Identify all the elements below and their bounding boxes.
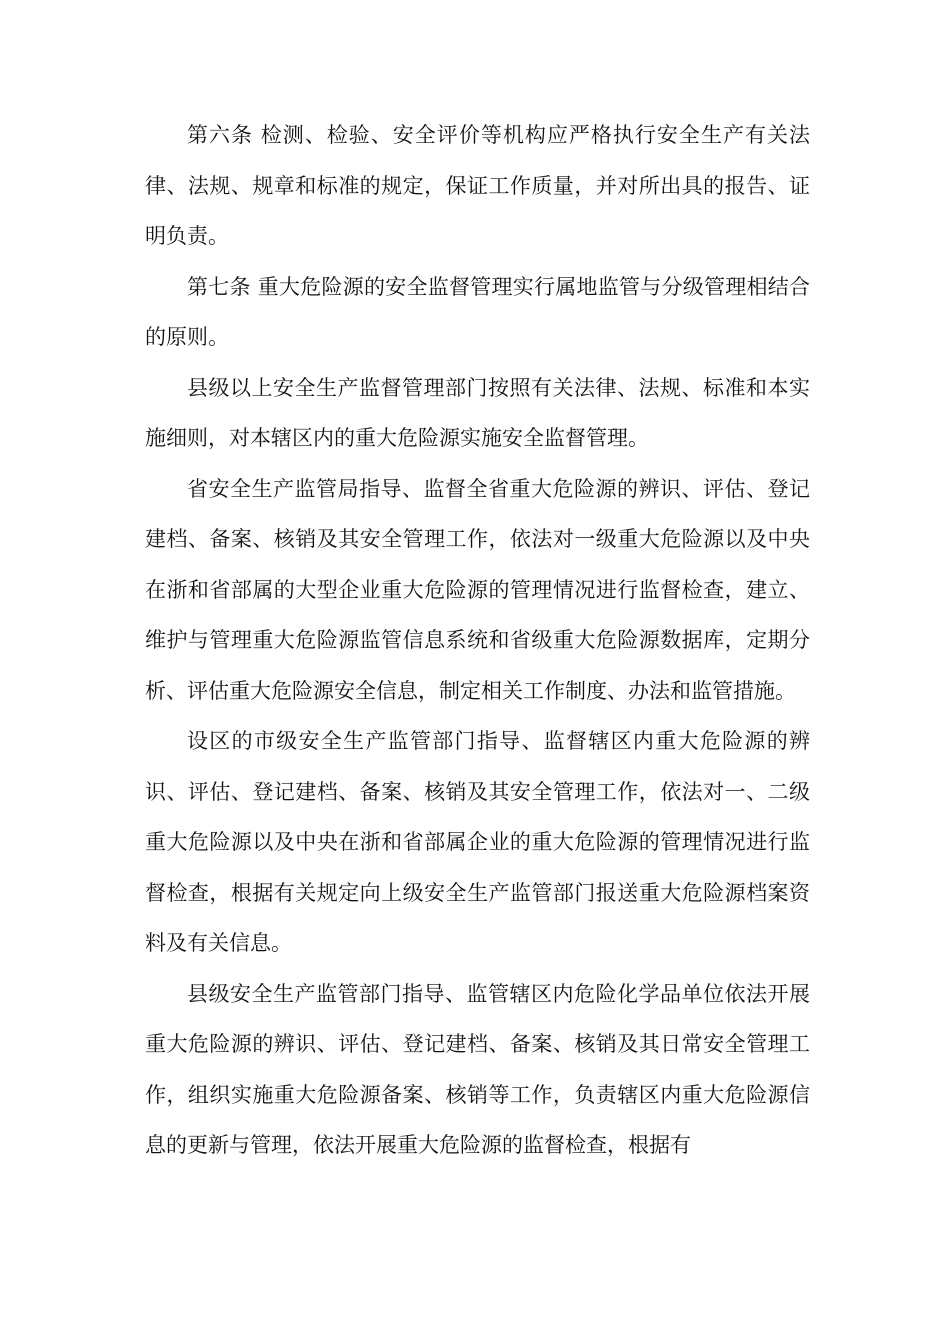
paragraph-article-7: 第七条 重大危险源的安全监督管理实行属地监管与分级管理相结合的原则。 (145, 274, 810, 349)
document-body (145, 110, 810, 1171)
paragraph-provincial-bureau: 省安全生产监管局指导、监督全省重大危险源的辨识、评估、登记建档、备案、核销及其安全管理工作，依法对一级重大危险源以及中央在浙和省部属的大型企业重大危险源的管理情况进行监督检查，建立、维护与管理重大危险源监管信息系统和省级重大危险源数据库，定期分析、评估重大危险源安全信息，制定相关工作制度、办法和监管措施。 (145, 476, 810, 703)
paragraph-article-6: 第六条 检测、检验、安全评价等机构应严格执行安全生产有关法律、法规、规章和标准的规定，保证工作质量，并对所出具的报告、证明负责。 (145, 123, 810, 248)
paragraph-county-level-supervision: 县级以上安全生产监督管理部门按照有关法律、法规、标准和本实施细则，对本辖区内的重大危险源实施安全监督管理。 (145, 375, 810, 450)
paragraph-county-level-department: 县级安全生产监管部门指导、监管辖区内危险化学品单位依法开展重大危险源的辨识、评估、登记建档、备案、核销及其日常安全管理工作，组织实施重大危险源备案、核销等工作，负责辖区内重大危险源信息的更新与管理，依法开展重大危险源的监督检查，根据有 (145, 981, 810, 1157)
paragraph-city-level-department: 设区的市级安全生产监管部门指导、监督辖区内重大危险源的辨识、评估、登记建档、备案、核销及其安全管理工作，依法对一、二级重大危险源以及中央在浙和省部属企业的重大危险源的管理情况进行监督检查，根据有关规定向上级安全生产监管部门报送重大危险源档案资料及有关信息。 (145, 729, 810, 955)
